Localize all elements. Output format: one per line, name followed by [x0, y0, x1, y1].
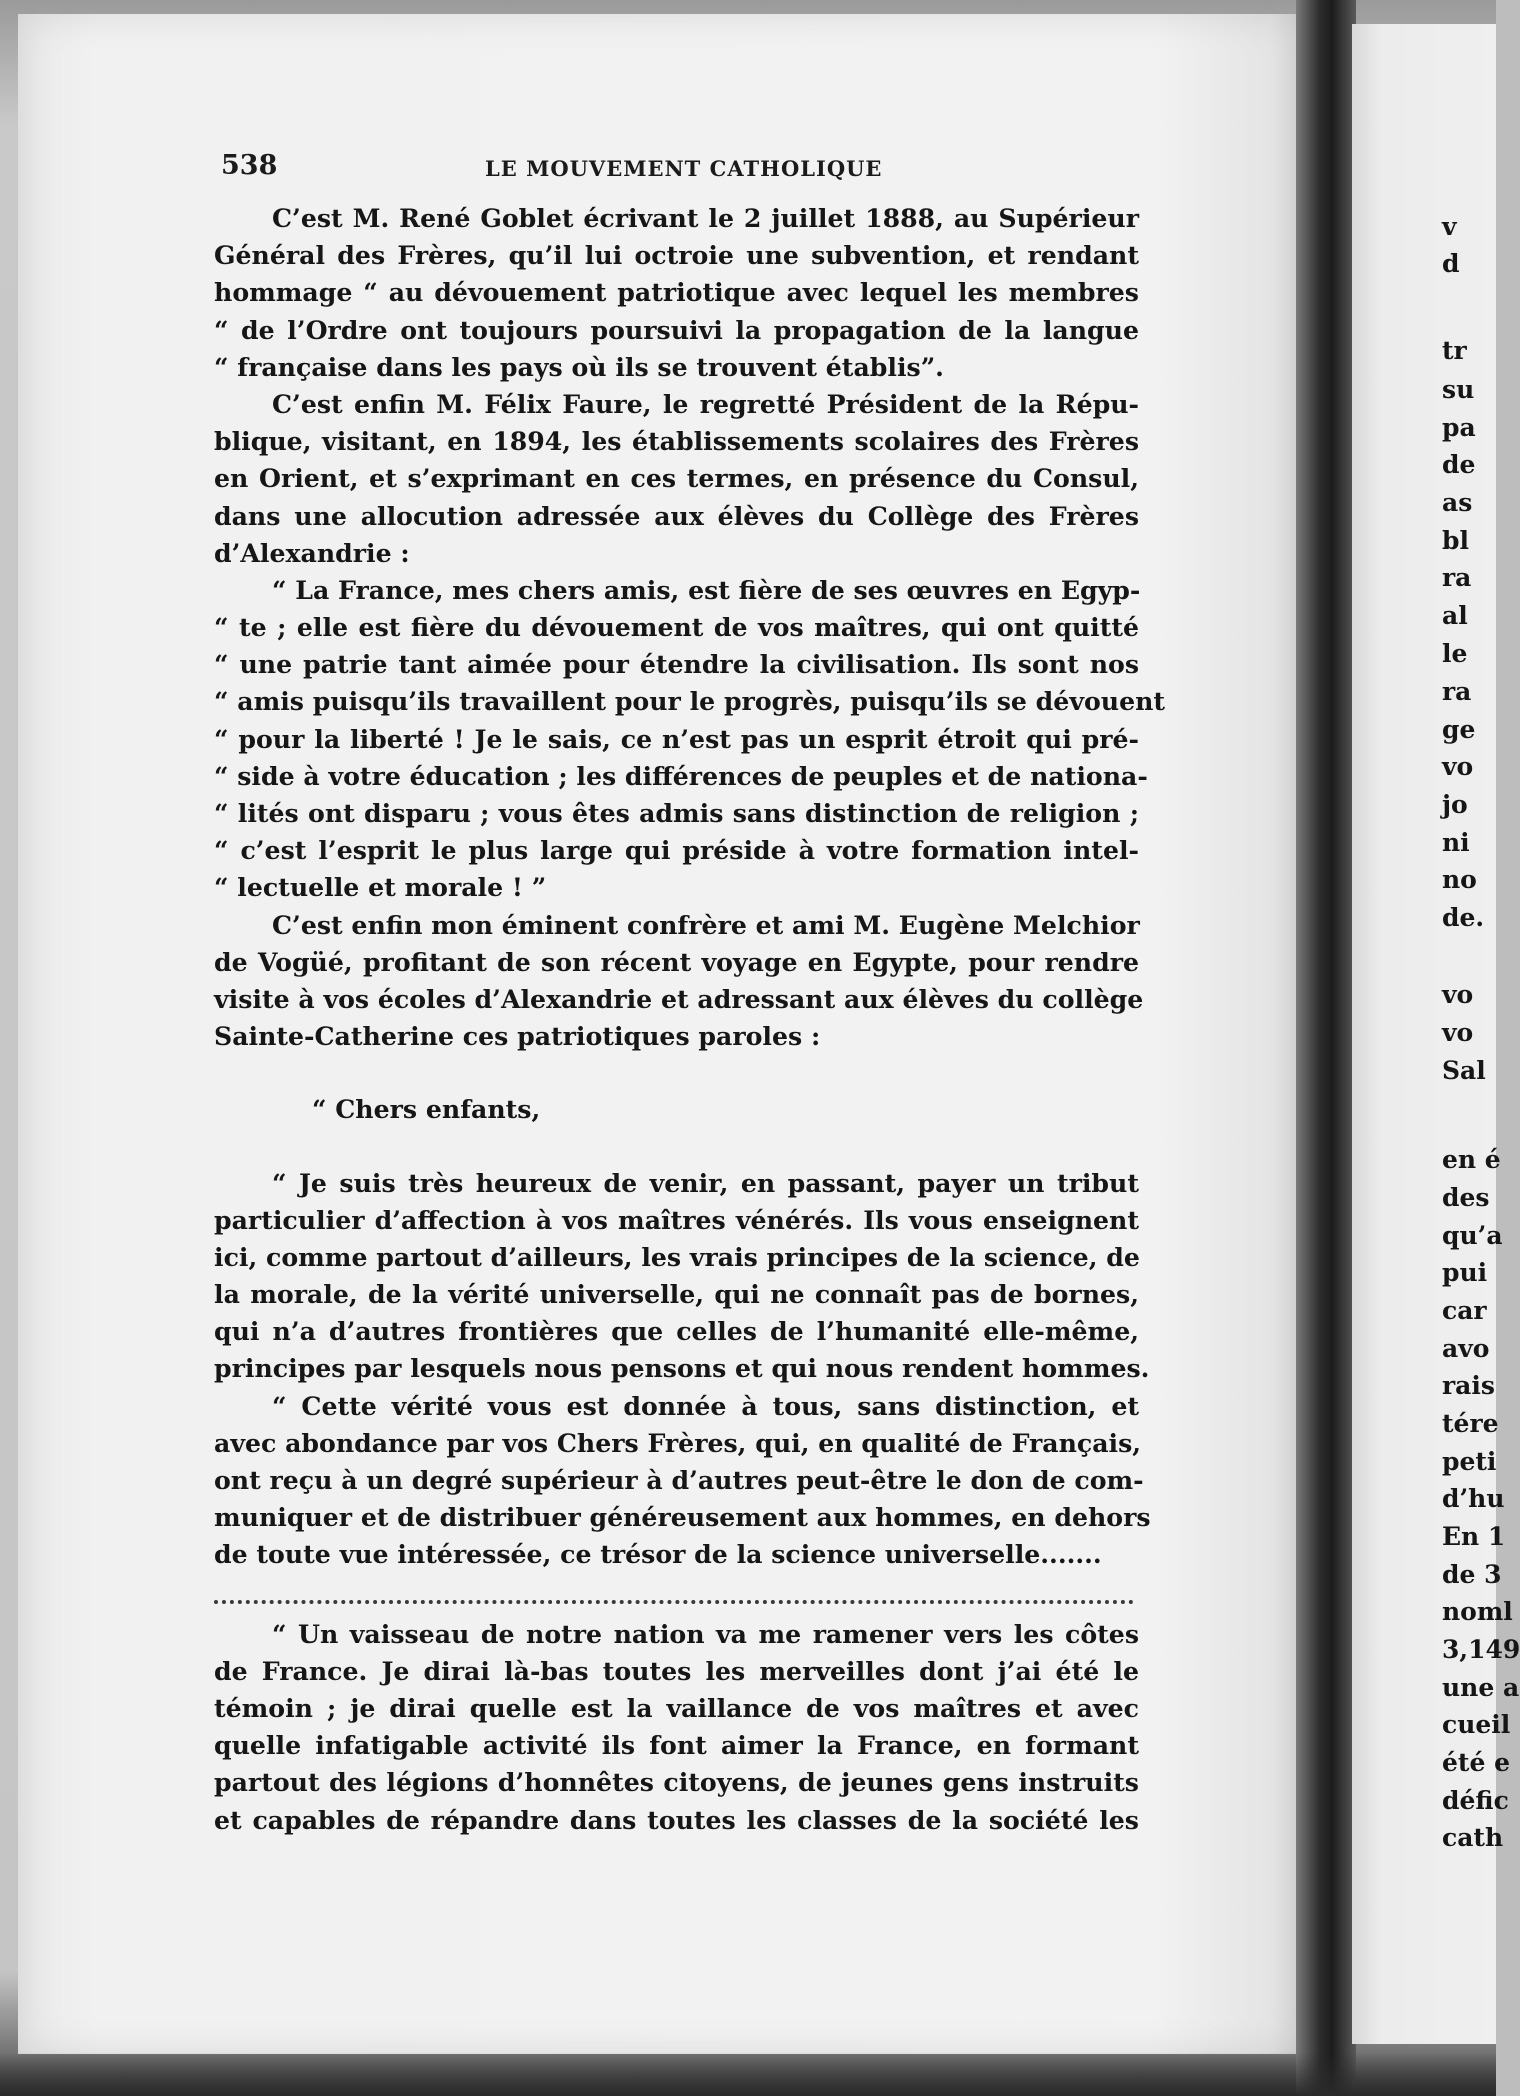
text-line: “ lités ont disparu ; vous êtes admis sans distinction de religion ; — [214, 798, 1139, 828]
text-line: de Vogüé, profitant de son récent voyage en Egypte, pour rendre — [214, 946, 1139, 977]
right-fragment: noml — [1442, 1597, 1513, 1626]
right-fragment: rais — [1442, 1371, 1495, 1400]
right-fragment: vo — [1442, 1018, 1474, 1047]
left-page-text — [214, 200, 1166, 1839]
right-fragment: d — [1442, 249, 1460, 278]
right-fragment: de. — [1442, 903, 1485, 932]
right-fragment: des — [1442, 1183, 1490, 1212]
text-line: de France. Je dirai là-bas toutes les merveilles dont j’ai été le — [214, 1655, 1139, 1686]
page-number: 538 — [221, 150, 278, 181]
right-fragment: Sal — [1442, 1056, 1486, 1085]
paragraph-gap — [214, 1129, 1139, 1165]
text-line: “ La France, mes chers amis, est fière de ses œuvres en Egyp- — [272, 574, 1141, 605]
text-line: “ Un vaisseau de notre nation va me ramener vers les côtes — [272, 1618, 1139, 1649]
text-line: témoin ; je dirai quelle est la vaillance de vos maîtres et avec — [214, 1692, 1139, 1723]
right-fragment: su — [1442, 375, 1475, 404]
text-line: “ Cette vérité vous est donnée à tous, sans distinction, et — [272, 1390, 1139, 1421]
right-fragment: pui — [1442, 1258, 1488, 1287]
scan-bottom-edge — [0, 2052, 1496, 2096]
text-line: C’est enfin M. Félix Faure, le regretté Président de la Répu- — [272, 388, 1139, 419]
text-line: “ side à votre éducation ; les différences de peuples et de nationa- — [214, 760, 1148, 791]
paragraph-gap — [214, 1055, 1139, 1091]
text-line: “ de l’Ordre ont toujours poursuivi la propagation de la langue — [214, 314, 1139, 345]
right-fragment: d’hu — [1442, 1484, 1505, 1513]
text-line: ont reçu à un degré supérieur à d’autres peut-être le don de com- — [214, 1465, 1144, 1495]
right-fragment: cath — [1442, 1823, 1504, 1852]
text-line: C’est M. René Goblet écrivant le 2 juillet 1888, au Supérieur — [272, 203, 1139, 233]
text-line: partout des légions d’honnêtes citoyens, de jeunes gens instruits — [214, 1767, 1139, 1798]
book-gutter — [1296, 0, 1356, 2096]
text-line: quelle infatigable activité ils font aimer la France, en formant — [214, 1730, 1139, 1761]
right-fragment: en é — [1442, 1145, 1501, 1174]
text-line: ici, comme partout d’ailleurs, les vrais principes de la science, de — [214, 1241, 1140, 1272]
right-fragment: avo — [1442, 1334, 1490, 1363]
text-line: “ te ; elle est fière du dévouement de vos maîtres, qui ont quitté — [214, 612, 1139, 643]
right-fragment: pa — [1442, 413, 1476, 442]
text-line: qui n’a d’autres frontières que celles de l’humanité elle-même, — [214, 1316, 1139, 1347]
text-line: “ c’est l’esprit le plus large qui préside à votre formation intel- — [214, 835, 1139, 866]
text-line: “ Je suis très heureux de venir, en passant, payer un tribut — [272, 1167, 1139, 1198]
text-line: “ française dans les pays où ils se trouvent établis”. — [214, 351, 944, 382]
running-head — [221, 150, 1141, 190]
right-fragment: une a — [1442, 1673, 1520, 1702]
text-line: “ lectuelle et morale ! ” — [214, 872, 547, 903]
text-line: avec abondance par vos Chers Frères, qui, en qualité de Français, — [214, 1427, 1142, 1458]
right-fragment: car — [1442, 1296, 1487, 1325]
right-fragment: le — [1442, 639, 1468, 668]
right-fragment: qu’a — [1442, 1221, 1503, 1250]
right-fragment: v — [1442, 212, 1457, 241]
text-line: d’Alexandrie : — [214, 537, 410, 568]
right-fragment: peti — [1442, 1447, 1497, 1476]
right-fragment: de 3 — [1442, 1560, 1502, 1589]
right-fragment: En 1 — [1442, 1522, 1506, 1551]
text-line: et capables de répandre dans toutes les classes de la société les — [214, 1804, 1139, 1835]
right-fragment: ra — [1442, 677, 1472, 706]
right-fragment: tr — [1442, 336, 1467, 365]
right-fragment: de — [1442, 450, 1476, 479]
right-fragment: al — [1442, 601, 1468, 630]
right-fragment: cueil — [1442, 1710, 1511, 1739]
running-title: LE MOUVEMENT CATHOLIQUE — [485, 156, 883, 181]
text-line: la morale, de la vérité universelle, qui ne connaît pas de bornes, — [214, 1279, 1139, 1310]
text-line: Général des Frères, qu’il lui octroie une subvention, et rendant — [214, 240, 1139, 271]
text-line: dans une allocution adressée aux élèves du Collège des Frères — [214, 500, 1139, 531]
text-line: muniquer et de distribuer généreusement aux hommes, en dehors — [214, 1502, 1151, 1533]
right-fragment: no — [1442, 865, 1477, 894]
text-line: particulier d’affection à vos maîtres vénérés. Ils vous enseignent — [214, 1204, 1139, 1235]
text-line: “ pour la liberté ! Je le sais, ce n’est pas un esprit étroit qui pré- — [214, 723, 1139, 754]
text-line: hommage “ au dévouement patriotique avec lequel les membres — [214, 277, 1139, 308]
text-line: Sainte-Catherine ces patriotiques paroles : — [214, 1021, 821, 1052]
text-line: de toute vue intéressée, ce trésor de la science universelle....... — [214, 1539, 1102, 1570]
right-fragment: tére — [1442, 1409, 1499, 1438]
right-fragment: 3,149 — [1442, 1635, 1520, 1664]
text-line: blique, visitant, en 1894, les établissements scolaires des Frères — [214, 426, 1139, 457]
right-fragment: bl — [1442, 526, 1469, 555]
right-fragment: ni — [1442, 828, 1470, 857]
right-fragment: été e — [1442, 1748, 1510, 1777]
right-fragment: ge — [1442, 715, 1476, 744]
text-line: “ une patrie tant aimée pour étendre la civilisation. Ils sont nos — [214, 649, 1139, 680]
right-fragment: as — [1442, 488, 1473, 517]
text-line: principes par lesquels nous pensons et qui nous rendent hommes. — [214, 1353, 1150, 1384]
right-fragment: vo — [1442, 752, 1474, 781]
salutation: “ Chers enfants, — [312, 1094, 541, 1125]
right-fragment: défic — [1442, 1786, 1509, 1815]
right-page — [1352, 24, 1496, 2044]
right-fragment: ra — [1442, 563, 1472, 592]
text-line: en Orient, et s’exprimant en ces termes, en présence du Consul, — [214, 463, 1139, 494]
ellipsis-rule — [214, 1576, 1134, 1604]
right-fragment: vo — [1442, 980, 1474, 1009]
text-line: visite à vos écoles d’Alexandrie et adressant aux élèves du collège — [214, 983, 1144, 1014]
text-line: C’est enfin mon éminent confrère et ami M. Eugène Melchior — [272, 909, 1140, 940]
right-fragment: jo — [1442, 790, 1468, 819]
text-line: “ amis puisqu’ils travaillent pour le progrès, puisqu’ils se dévouent — [214, 686, 1166, 717]
